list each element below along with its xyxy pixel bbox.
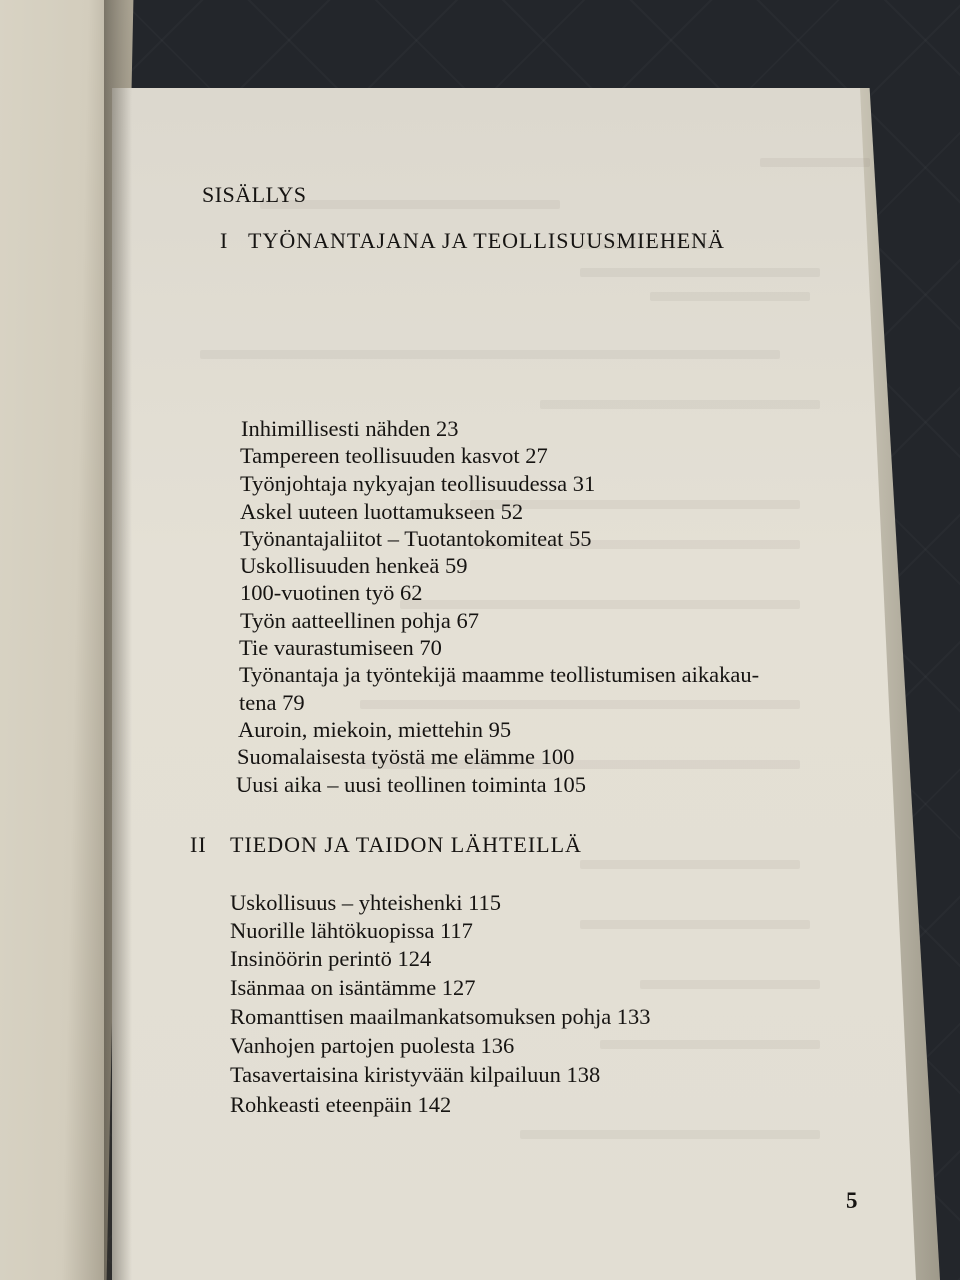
- toc-entry: Uskollisuuden henkeä 59: [240, 553, 468, 578]
- toc-entry: Työnjohtaja nykyajan teollisuudessa 31: [240, 471, 596, 496]
- toc-entry: Insinöörin perintö 124: [230, 946, 432, 971]
- toc-entry: Uskollisuus – yhteishenki 115: [230, 890, 502, 915]
- toc-entry: Työn aatteellinen pohja 67: [240, 608, 479, 633]
- toc-entry: Tie vaurastumiseen 70: [239, 635, 442, 660]
- toc-entry: Vanhojen partojen puolesta 136: [230, 1033, 515, 1058]
- contents-heading: SISÄLLYS: [202, 182, 307, 207]
- page-number: 5: [846, 1188, 858, 1213]
- toc-entry: Auroin, miekoin, miettehin 95: [238, 717, 512, 742]
- toc-entry: Isänmaa on isäntämme 127: [230, 975, 476, 1000]
- toc-entry: Rohkeasti eteenpäin 142: [230, 1092, 452, 1117]
- section-1-title: TYÖNANTAJANA JA TEOLLISUUSMIEHENÄ: [248, 228, 725, 253]
- toc-entry: Tasavertaisina kiristyvään kilpailuun 138: [230, 1062, 601, 1087]
- section-2-title: TIEDON JA TAIDON LÄHTEILLÄ: [230, 832, 582, 857]
- book-gutter: [104, 0, 132, 1280]
- toc-entry: Romanttisen maailmankatsomuksen pohja 133: [230, 1004, 651, 1029]
- toc-entry: Työnantaja ja työntekijä maamme teollistumisen aikakau-: [239, 662, 760, 687]
- toc-entry: Nuorille lähtökuopissa 117: [230, 918, 473, 943]
- toc-entry: Uusi aika – uusi teollinen toiminta 105: [236, 772, 586, 797]
- toc-entry: Askel uuteen luottamukseen 52: [240, 499, 524, 524]
- toc-entry: Inhimillisesti nähden 23: [241, 416, 459, 441]
- toc-entry: tena 79: [239, 690, 305, 715]
- toc-entry: 100-vuotinen työ 62: [240, 580, 423, 605]
- section-1-numeral: I: [220, 228, 229, 253]
- toc-entry: Työnantajaliitot – Tuotantokomiteat 55: [240, 526, 592, 551]
- toc-entry: Tampereen teollisuuden kasvot 27: [240, 443, 548, 468]
- toc-entry: Suomalaisesta työstä me elämme 100: [237, 744, 575, 769]
- section-2-numeral: II: [190, 832, 207, 857]
